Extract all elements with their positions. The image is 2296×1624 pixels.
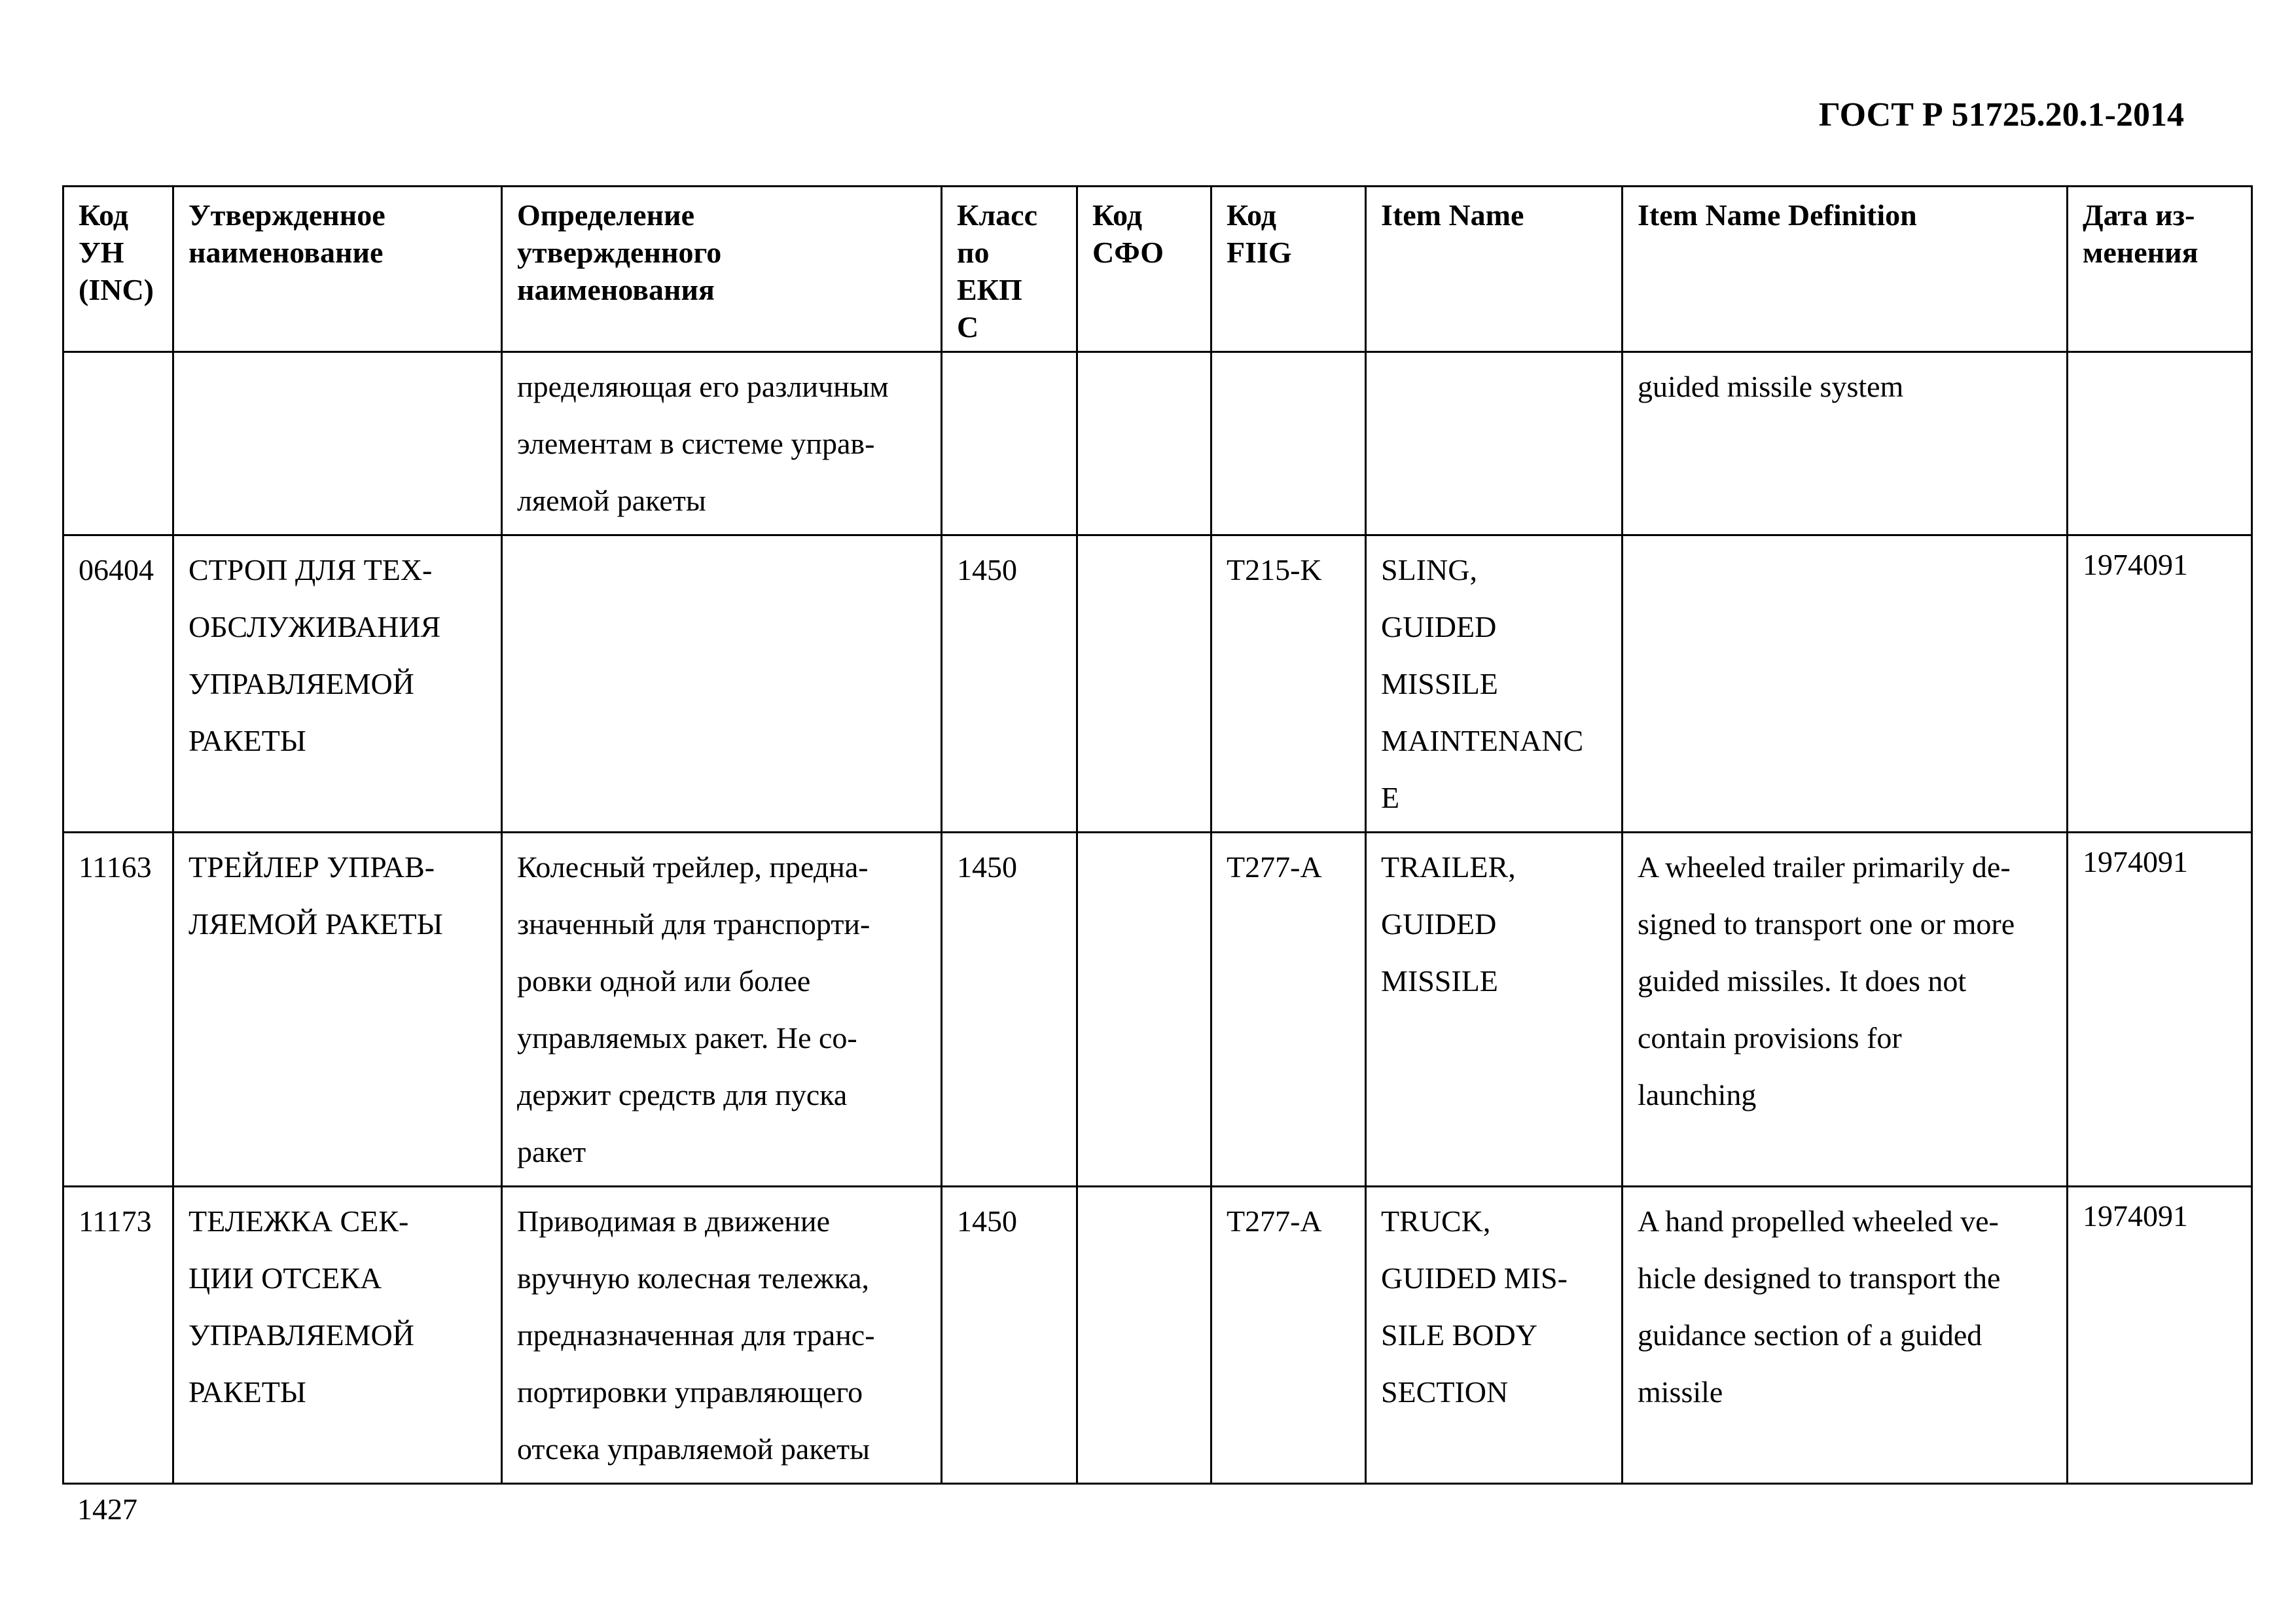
cell-approved-name: ТРЕЙЛЕР УПРАВ- ЛЯЕМОЙ РАКЕТЫ bbox=[173, 833, 502, 1187]
cell-approved-name bbox=[173, 352, 502, 535]
cell-inc-code: 06404 bbox=[63, 535, 173, 833]
cell-item-name: SLING, GUIDED MISSILE MAINTENANC E bbox=[1366, 535, 1623, 833]
cell-sfo-code bbox=[1077, 1187, 1211, 1484]
cell-fiig-code: T277-A bbox=[1211, 833, 1366, 1187]
cell-inc-code: 11163 bbox=[63, 833, 173, 1187]
cell-class: 1450 bbox=[942, 1187, 1077, 1484]
cell-approved-name: СТРОП ДЛЯ ТЕХ- ОБСЛУЖИВАНИЯ УПРАВЛЯЕМОЙ РАКЕТЫ bbox=[173, 535, 502, 833]
cell-class: 1450 bbox=[942, 833, 1077, 1187]
cell-item-name bbox=[1366, 352, 1623, 535]
cell-class: 1450 bbox=[942, 535, 1077, 833]
cell-approved-name: ТЕЛЕЖКА СЕК- ЦИИ ОТСЕКА УПРАВЛЯЕМОЙ РАКЕТЫ bbox=[173, 1187, 502, 1484]
cell-definition: Приводимая в движение вручную колесная тележка, предназначенная для транс- портировки управляющего отсека управляемой ракеты bbox=[502, 1187, 942, 1484]
cell-change-date: 1974091 bbox=[2068, 1187, 2252, 1484]
cell-inc-code bbox=[63, 352, 173, 535]
cell-class bbox=[942, 352, 1077, 535]
header-sfo-code: Код СФО bbox=[1077, 187, 1211, 352]
cell-sfo-code bbox=[1077, 535, 1211, 833]
cell-fiig-code bbox=[1211, 352, 1366, 535]
cell-item-name: TRAILER, GUIDED MISSILE bbox=[1366, 833, 1623, 1187]
header-inc-code: Код УН (INC) bbox=[63, 187, 173, 352]
header-item-name-definition: Item Name Definition bbox=[1623, 187, 2068, 352]
cell-definition: Колесный трейлер, предна- значенный для транспорти- ровки одной или более управляемых ракет. Не со- держит средств для пуска ракет bbox=[502, 833, 942, 1187]
cell-item-name-definition: A hand propelled wheeled ve- hicle designed to transport the guidance section of a guided missile bbox=[1623, 1187, 2068, 1484]
header-class: Класс по ЕКП С bbox=[942, 187, 1077, 352]
header-approved-name-definition: Определение утвержденного наименования bbox=[502, 187, 942, 352]
cell-item-name: TRUCK, GUIDED MIS- SILE BODY SECTION bbox=[1366, 1187, 1623, 1484]
table-row bbox=[63, 833, 2252, 1187]
cell-fiig-code: T215-K bbox=[1211, 535, 1366, 833]
cell-fiig-code: T277-A bbox=[1211, 1187, 1366, 1484]
cell-item-name-definition: A wheeled trailer primarily de- signed to transport one or more guided missiles. It does not contain provisions for launching bbox=[1623, 833, 2068, 1187]
header-item-name: Item Name bbox=[1366, 187, 1623, 352]
cell-item-name-definition bbox=[1623, 535, 2068, 833]
cell-change-date bbox=[2068, 352, 2252, 535]
header-approved-name: Утвержденное наименование bbox=[173, 187, 502, 352]
cell-sfo-code bbox=[1077, 352, 1211, 535]
document-title: ГОСТ Р 51725.20.1-2014 bbox=[1818, 96, 2184, 134]
cell-item-name-definition: guided missile system bbox=[1623, 352, 2068, 535]
table-row bbox=[63, 535, 2252, 833]
table-header-row bbox=[63, 187, 2252, 352]
cell-definition: пределяющая его различным элементам в системе управ- ляемой ракеты bbox=[502, 352, 942, 535]
page-number: 1427 bbox=[77, 1492, 137, 1526]
table-row bbox=[63, 352, 2252, 535]
table-row bbox=[63, 1187, 2252, 1484]
cell-sfo-code bbox=[1077, 833, 1211, 1187]
header-fiig-code: Код FIIG bbox=[1211, 187, 1366, 352]
cell-change-date: 1974091 bbox=[2068, 535, 2252, 833]
cell-inc-code: 11173 bbox=[63, 1187, 173, 1484]
header-change-date: Дата из- менения bbox=[2068, 187, 2252, 352]
classification-table bbox=[62, 185, 2253, 1485]
cell-definition bbox=[502, 535, 942, 833]
cell-change-date: 1974091 bbox=[2068, 833, 2252, 1187]
